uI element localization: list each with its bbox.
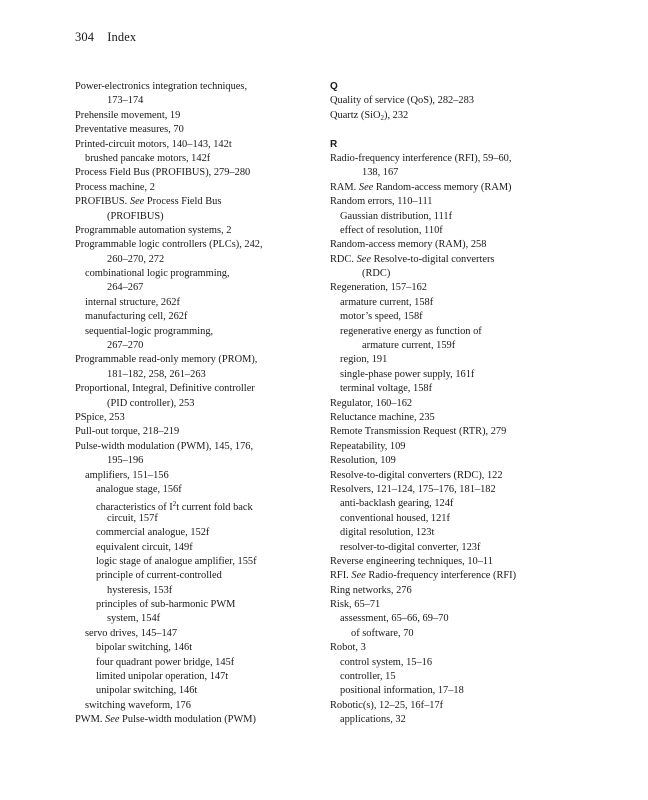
entry-post: Radio-frequency interference (RFI)	[365, 570, 517, 582]
entry-pre: RDC.	[330, 253, 357, 265]
index-entry: Programmable automation systems, 2	[75, 224, 232, 236]
index-subentry: servo drives, 145–147	[85, 627, 178, 639]
index-entry: Pull-out torque, 218–219	[75, 426, 180, 438]
index-subentry: 173–174	[107, 95, 144, 107]
entry-see: See	[356, 253, 371, 265]
entry-sub: 2	[380, 113, 384, 122]
index-subentry: resolver-to-digital converter, 123f	[340, 541, 481, 553]
index-subentry: equivalent circuit, 149f	[96, 541, 193, 553]
index-subentry: anti-backlash gearing, 124f	[340, 498, 454, 510]
index-subentry: switching waveform, 176	[85, 699, 191, 711]
index-entry: Quality of service (QoS), 282–283	[330, 95, 474, 107]
index-entry: Robotic(s), 12–25, 16f–17f	[330, 699, 444, 711]
index-subentry: system, 154f	[107, 613, 161, 625]
section-letter: Q	[330, 81, 338, 92]
index-subentry: (RDC)	[362, 268, 391, 280]
index-entry: Printed-circuit motors, 140–143, 142t	[75, 138, 232, 150]
index-entry: Risk, 65–71	[330, 599, 381, 611]
index-entry: Proportional, Integral, Definitive controller	[75, 383, 255, 395]
index-subentry: applications, 32	[340, 714, 406, 726]
index-subentry: logic stage of analogue amplifier, 155f	[96, 555, 257, 567]
entry-sup: 2	[172, 500, 177, 509]
index-subentry: conventional housed, 121f	[340, 512, 450, 524]
entry-see: See	[358, 181, 374, 193]
index-entry: Pulse-width modulation (PWM), 145, 176,	[75, 440, 254, 452]
index-entry: Reluctance machine, 235	[330, 411, 435, 423]
index-entry: Random errors, 110–111	[330, 196, 433, 208]
index-entry	[330, 181, 580, 195]
index-entry: Resolve-to-digital converters (RDC), 122	[330, 469, 503, 481]
page-header	[75, 30, 136, 45]
index-entry	[330, 253, 580, 267]
index-entry: Preventative measures, 70	[75, 124, 184, 136]
index-subentry: combinational logic programming,	[85, 268, 230, 280]
index-entry: Regulator, 160–162	[330, 397, 413, 409]
entry-see: See	[351, 570, 366, 582]
index-entry: Resolvers, 121–124, 175–176, 181–182	[330, 483, 496, 495]
index-entry: Process Field Bus (PROFIBUS), 279–280	[75, 167, 251, 179]
entry-see: See	[129, 196, 145, 208]
entry-post: Pulse-width modulation (PWM)	[119, 714, 256, 726]
index-subentry: terminal voltage, 158f	[340, 383, 433, 395]
index-entry: Prehensile movement, 19	[75, 109, 181, 121]
index-subentry: commercial analogue, 152f	[96, 527, 210, 539]
index-subentry: unipolar switching, 146t	[96, 685, 198, 697]
index-subentry: 138, 167	[362, 167, 399, 179]
index-subentry: single-phase power supply, 161f	[340, 368, 475, 380]
entry-post: Random-access memory (RAM)	[373, 181, 512, 193]
index-column-left	[75, 80, 345, 728]
index-subentry: 264–267	[107, 282, 144, 294]
entry-post: t current fold back	[176, 502, 253, 514]
page-number: 304	[75, 30, 95, 44]
index-subentry: four quadrant power bridge, 145f	[96, 656, 235, 668]
index-subentry: Gaussian distribution, 111f	[340, 210, 453, 222]
index-entry	[75, 713, 345, 727]
index-entry: Power-electronics integration techniques,	[75, 81, 248, 92]
index-entry: Programmable read-only memory (PROM),	[75, 354, 258, 366]
index-subentry: effect of resolution, 110f	[340, 224, 443, 236]
index-subentry: principles of sub-harmonic PWM	[96, 599, 236, 611]
entry-pre: RAM.	[330, 181, 359, 193]
index-subentry: controller, 15	[340, 671, 396, 683]
index-subentry: positional information, 17–18	[340, 685, 464, 697]
index-entry: Radio-frequency interference (RFI), 59–60,	[330, 152, 512, 164]
index-subentry: motor’s speed, 158f	[340, 311, 423, 323]
index-subentry: sequential-logic programming,	[85, 325, 214, 337]
index-entry: Programmable logic controllers (PLCs), 242,	[75, 239, 263, 251]
index-subentry: (PROFIBUS)	[107, 210, 164, 222]
entry-post: ), 232	[384, 109, 409, 121]
running-title: Index	[107, 30, 137, 44]
entry-pre: RFI.	[330, 570, 352, 582]
section-letter: R	[330, 138, 338, 150]
spacer	[330, 123, 580, 137]
entry-pre: PWM.	[75, 714, 106, 726]
index-subentry: circuit, 157f	[107, 512, 158, 524]
index-entry: PSpice, 253	[75, 411, 125, 423]
entry-see: See	[105, 714, 120, 726]
index-subentry: bipolar switching, 146t	[96, 642, 193, 654]
index-entry: Repeatability, 109	[330, 440, 406, 452]
index-subentry: region, 191	[340, 354, 388, 366]
entry-pre: Quartz (SiO	[330, 109, 381, 121]
index-subentry: 181–182, 258, 261–263	[107, 368, 206, 380]
index-subentry: of software, 70	[351, 627, 414, 639]
index-entry: Regeneration, 157–162	[330, 282, 427, 294]
index-subentry: (PID controller), 253	[107, 397, 195, 409]
index-subentry: 267–270	[107, 340, 144, 352]
index-subentry: analogue stage, 156f	[96, 483, 182, 495]
index-entry: Remote Transmission Request (RTR), 279	[330, 426, 507, 438]
index-subentry: amplifiers, 151–156	[85, 469, 169, 481]
entry-post: Process Field Bus	[144, 196, 222, 208]
index-subentry: armature current, 159f	[362, 340, 456, 352]
index-entry: Robot, 3	[330, 642, 366, 654]
index-entry: Process machine, 2	[75, 181, 155, 193]
index-entry	[330, 569, 580, 583]
index-subentry: digital resolution, 123t	[340, 527, 435, 539]
index-entry	[75, 195, 345, 209]
index-entry: Resolution, 109	[330, 455, 396, 467]
index-subentry: armature current, 158f	[340, 296, 434, 308]
index-subentry: 195–196	[107, 455, 144, 467]
index-entry: Reverse engineering techniques, 10–11	[330, 555, 493, 567]
entry-pre: PROFIBUS.	[75, 196, 130, 208]
index-subentry: internal structure, 262f	[85, 296, 180, 308]
entry-pre: characteristics of I	[96, 502, 173, 514]
index-subentry: regenerative energy as function of	[340, 325, 482, 337]
index-subentry: manufacturing cell, 262f	[85, 311, 188, 323]
index-entry: Ring networks, 276	[330, 584, 412, 596]
index-subentry: hysteresis, 153f	[107, 584, 173, 596]
index-subentry	[75, 497, 345, 514]
index-subentry: assessment, 65–66, 69–70	[340, 613, 449, 625]
index-entry: Random-access memory (RAM), 258	[330, 239, 487, 251]
index-subentry: 260–270, 272	[107, 253, 165, 265]
entry-post: Resolve-to-digital converters	[370, 253, 495, 265]
index-subentry: brushed pancake motors, 142f	[85, 152, 211, 164]
index-entry	[330, 109, 580, 123]
index-subentry: limited unipolar operation, 147t	[96, 671, 229, 683]
index-column-right	[330, 80, 580, 728]
index-subentry: control system, 15–16	[340, 656, 433, 668]
index-subentry: principle of current-controlled	[96, 570, 222, 582]
